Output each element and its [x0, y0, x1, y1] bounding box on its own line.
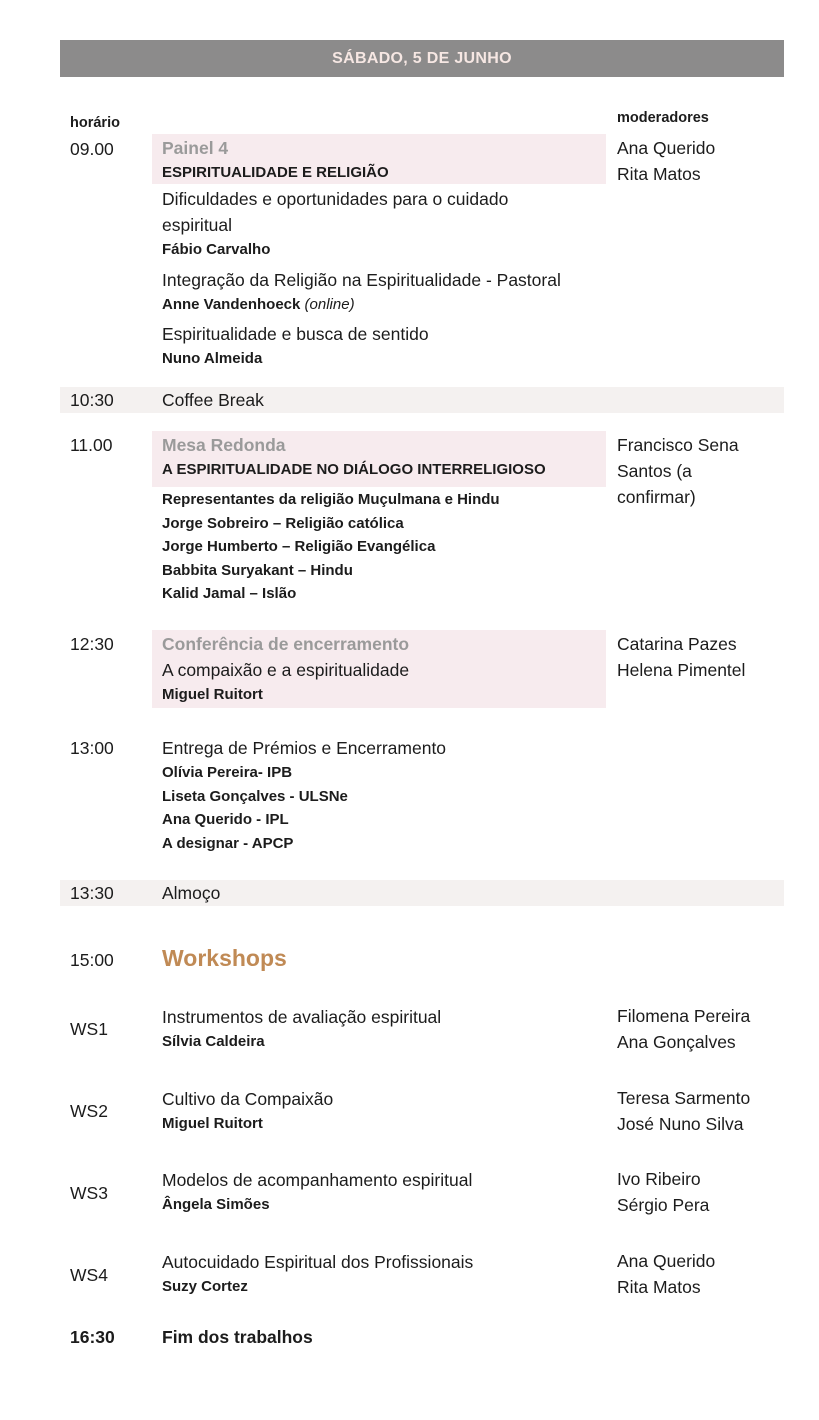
session-kicker: Painel 4: [162, 138, 229, 158]
talk-title: Dificuldades e oportunidades para o cuidado: [162, 189, 509, 209]
moderator-name: Ana Querido: [617, 138, 716, 158]
talk-speaker: Nuno Almeida: [162, 350, 263, 367]
session-kicker: Conferência de encerramento: [162, 634, 410, 654]
moderators-ws1: [617, 1003, 750, 1055]
workshop-speaker: Sílvia Caldeira: [162, 1033, 265, 1050]
talk-title: A compaixão e a espiritualidade: [162, 660, 410, 680]
moderator-name: confirmar): [617, 487, 696, 507]
session-block-closing: [162, 631, 409, 707]
workshop-item: [162, 1167, 472, 1217]
participant: Jorge Humberto – Religião Evangélica: [162, 538, 436, 555]
participant: Representantes da religião Muçulmana e Hindu: [162, 491, 500, 508]
moderator-name: Ana Querido: [617, 1251, 716, 1271]
workshop-speaker: Ângela Simões: [162, 1196, 270, 1213]
moderator-name: Ivo Ribeiro: [617, 1169, 701, 1189]
session-time: 09.00: [70, 139, 114, 159]
column-label-moderators: moderadores: [617, 110, 709, 126]
award-person: A designar - APCP: [162, 834, 294, 852]
moderator-name: José Nuno Silva: [617, 1114, 744, 1134]
session-block-painel4: [162, 135, 561, 371]
workshop-code: WS2: [70, 1101, 108, 1121]
moderator-name: Helena Pimentel: [617, 660, 746, 680]
session-theme: A ESPIRITUALIDADE NO DIÁLOGO INTERRELIGIOSO: [162, 461, 546, 478]
workshop-code: WS1: [70, 1019, 108, 1039]
participant: Jorge Sobreiro – Religião católica: [162, 514, 404, 532]
break-label: Coffee Break: [162, 390, 264, 410]
break-label: Almoço: [162, 883, 221, 903]
moderators-mesa: [617, 432, 739, 510]
award-person: Olívia Pereira- IPB: [162, 764, 293, 781]
talk-speaker: Miguel Ruitort: [162, 686, 263, 703]
moderator-name: Teresa Sarmento: [617, 1088, 751, 1108]
talk-speaker-line: [162, 293, 561, 317]
workshop-code: WS3: [70, 1183, 108, 1203]
moderators-ws2: [617, 1085, 750, 1137]
moderator-name: Catarina Pazes: [617, 634, 737, 654]
session-kicker: Mesa Redonda: [162, 435, 286, 455]
workshop-title: Modelos de acompanhamento espiritual: [162, 1170, 473, 1190]
workshop-code: WS4: [70, 1265, 108, 1285]
end-label: Fim dos trabalhos: [162, 1327, 313, 1347]
session-time: 10:30: [70, 390, 114, 410]
moderator-name: Filomena Pereira: [617, 1006, 751, 1026]
session-time: 15:00: [70, 950, 114, 970]
session-theme: ESPIRITUALIDADE E RELIGIÃO: [162, 164, 389, 181]
session-block-awards: [162, 735, 446, 855]
moderators-closing: [617, 631, 745, 683]
talk-title: Espiritualidade e busca de sentido: [162, 324, 429, 344]
talk-title: Entrega de Prémios e Encerramento: [162, 738, 447, 758]
moderator-name: Francisco Sena: [617, 435, 739, 455]
moderator-name: Sérgio Pera: [617, 1195, 710, 1215]
talk-title: Integração da Religião na Espiritualidade - Pastoral: [162, 269, 561, 290]
workshop-item: [162, 1086, 333, 1136]
session-time: 16:30: [70, 1327, 115, 1347]
moderators-ws4: [617, 1248, 715, 1300]
session-time: 13:00: [70, 738, 114, 758]
award-person: Ana Querido - IPL: [162, 811, 289, 828]
moderator-name: Ana Gonçalves: [617, 1032, 736, 1052]
talk-speaker: Fábio Carvalho: [162, 241, 271, 258]
session-time: 13:30: [70, 883, 114, 903]
moderator-name: Santos (a: [617, 461, 692, 481]
moderator-name: Rita Matos: [617, 164, 701, 184]
workshop-item: [162, 1004, 441, 1054]
session-time: 11.00: [70, 435, 113, 455]
column-label-time: horário: [70, 115, 120, 131]
moderators-painel4: [617, 135, 715, 187]
talk-note: (online): [304, 295, 355, 313]
workshop-title: Autocuidado Espiritual dos Profissionais: [162, 1252, 474, 1272]
participant: Kalid Jamal – Islão: [162, 585, 297, 602]
session-time: 12:30: [70, 634, 114, 654]
day-header: SÁBADO, 5 DE JUNHO: [60, 40, 784, 77]
award-person: Liseta Gonçalves - ULSNe: [162, 787, 348, 805]
workshop-title: Instrumentos de avaliação espiritual: [162, 1007, 442, 1027]
talk-speaker: Anne Vandenhoeck: [162, 295, 301, 313]
participant: Babbita Suryakant – Hindu: [162, 561, 353, 579]
workshop-speaker: Miguel Ruitort: [162, 1115, 263, 1132]
moderator-name: Rita Matos: [617, 1277, 701, 1297]
session-block-mesa: [162, 432, 546, 606]
moderators-ws3: [617, 1166, 709, 1218]
talk-title-cont: espiritual: [162, 215, 233, 235]
workshop-speaker: Suzy Cortez: [162, 1278, 248, 1295]
workshops-title: Workshops: [162, 945, 287, 971]
workshop-title: Cultivo da Compaixão: [162, 1089, 334, 1109]
workshop-item: [162, 1249, 473, 1299]
